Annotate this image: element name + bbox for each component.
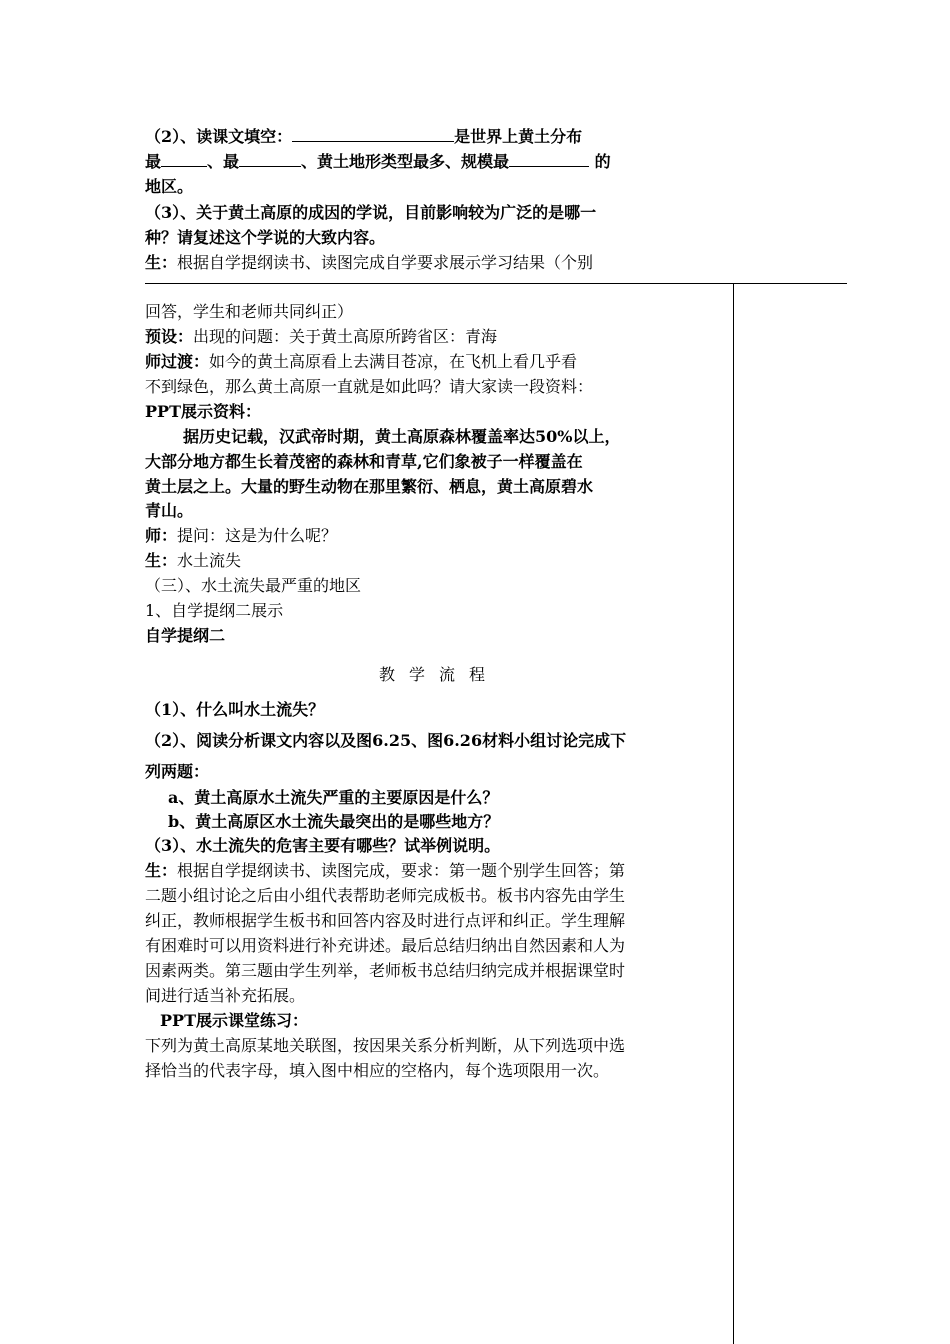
ppt-label: PPT展示资料： xyxy=(145,402,261,421)
q2-line2: 最 、最 、黄土地形类型最多、规模最 的 xyxy=(145,152,611,171)
blank-3[interactable] xyxy=(239,152,301,167)
sheng2-line: 生：水土流失 xyxy=(145,551,242,570)
outline-q3: （3）、水土流失的危害主要有哪些？试举例说明。 xyxy=(145,836,501,855)
outline-a: a、黄土高原水土流失严重的主要原因是什么？ xyxy=(168,788,499,807)
cont-line: 回答，学生和老师共同纠正） xyxy=(145,302,354,321)
sheng3-line1: 生：根据自学提纲读书、读图完成，要求：第一题个别学生回答；第 xyxy=(145,861,626,880)
sheng3-line5: 因素两类。第三题由学生列举，老师板书总结归纳完成并根据课堂时 xyxy=(145,961,626,980)
sheng3-line2: 二题小组讨论之后由小组代表帮助老师完成板书。板书内容先由学生 xyxy=(145,886,626,905)
sheng3-line6: 间进行适当补充拓展。 xyxy=(145,986,306,1005)
shiguodu-line: 师过渡：如今的黄土高原看上去满目苍凉，在飞机上看几乎看 xyxy=(145,352,578,371)
item1-line: 1、自学提纲二展示 xyxy=(145,601,284,620)
sheng3-line3: 纠正，教师根据学生板书和回答内容及时进行点评和纠正。学生理解 xyxy=(145,911,626,930)
exercise-line2: 择恰当的代表字母，填入图中相应的空格内，每个选项限用一次。 xyxy=(145,1061,610,1080)
quote-line2: 大部分地方都生长着茂密的森林和青草,它们象被子一样覆盖在 xyxy=(145,452,583,471)
q2-line3: 地区。 xyxy=(145,177,194,196)
yushe-line: 预设：出现的问题：关于黄土高原所跨省区：青海 xyxy=(145,327,498,346)
table-column-divider xyxy=(733,283,734,1344)
shi-line: 师：提问：这是为什么呢？ xyxy=(145,526,338,545)
sheng-line: 生：根据自学提纲读书、读图完成自学要求展示学习结果（个别 xyxy=(145,253,594,272)
shiguodu-line2: 不到绿色，那么黄土高原一直就是如此吗？请大家读一段资料： xyxy=(145,377,594,396)
outline-q1: （1）、什么叫水土流失？ xyxy=(145,700,325,719)
outline2-heading: 自学提纲二 xyxy=(145,626,226,645)
quote-line3: 黄土层之上。大量的野生动物在那里繁衍、栖息，黄土高原碧水 xyxy=(145,477,594,496)
exercise-line1: 下列为黄土高原某地关联图，按因果关系分析判断，从下列选项中选 xyxy=(145,1036,626,1055)
outline-b: b、黄土高原区水土流失最突出的是哪些地方？ xyxy=(168,812,500,831)
quote-line4: 青山。 xyxy=(145,501,194,520)
table-top-border xyxy=(145,283,847,284)
q3-line1: （3）、关于黄土高原的成因的学说，目前影响较为广泛的是哪一 xyxy=(145,203,597,222)
outline-q2-line2: 列两题： xyxy=(145,762,210,781)
q2-line1: （2）、读课文填空： 是世界上黄土分布 xyxy=(145,127,583,146)
sheng3-line4: 有困难时可以用资料进行补充讲述。最后总结归纳出自然因素和人为 xyxy=(145,936,626,955)
outline-q2-line1: （2）、阅读分析课文内容以及图6.25、图6.26材料小组讨论完成下 xyxy=(145,731,627,750)
section3-heading: （三）、水土流失最严重的地区 xyxy=(145,576,362,595)
quote-line1: 据历史记载，汉武帝时期，黄土高原森林覆盖率达50%以上， xyxy=(183,427,621,446)
blank-2[interactable] xyxy=(161,152,207,167)
center-title: 教学流程 xyxy=(378,665,499,684)
blank-4[interactable] xyxy=(509,152,589,167)
blank-1[interactable] xyxy=(292,127,454,142)
q3-line2: 种？请复述这个学说的大致内容。 xyxy=(145,228,386,247)
ppt2-label: PPT展示课堂练习： xyxy=(160,1011,308,1030)
